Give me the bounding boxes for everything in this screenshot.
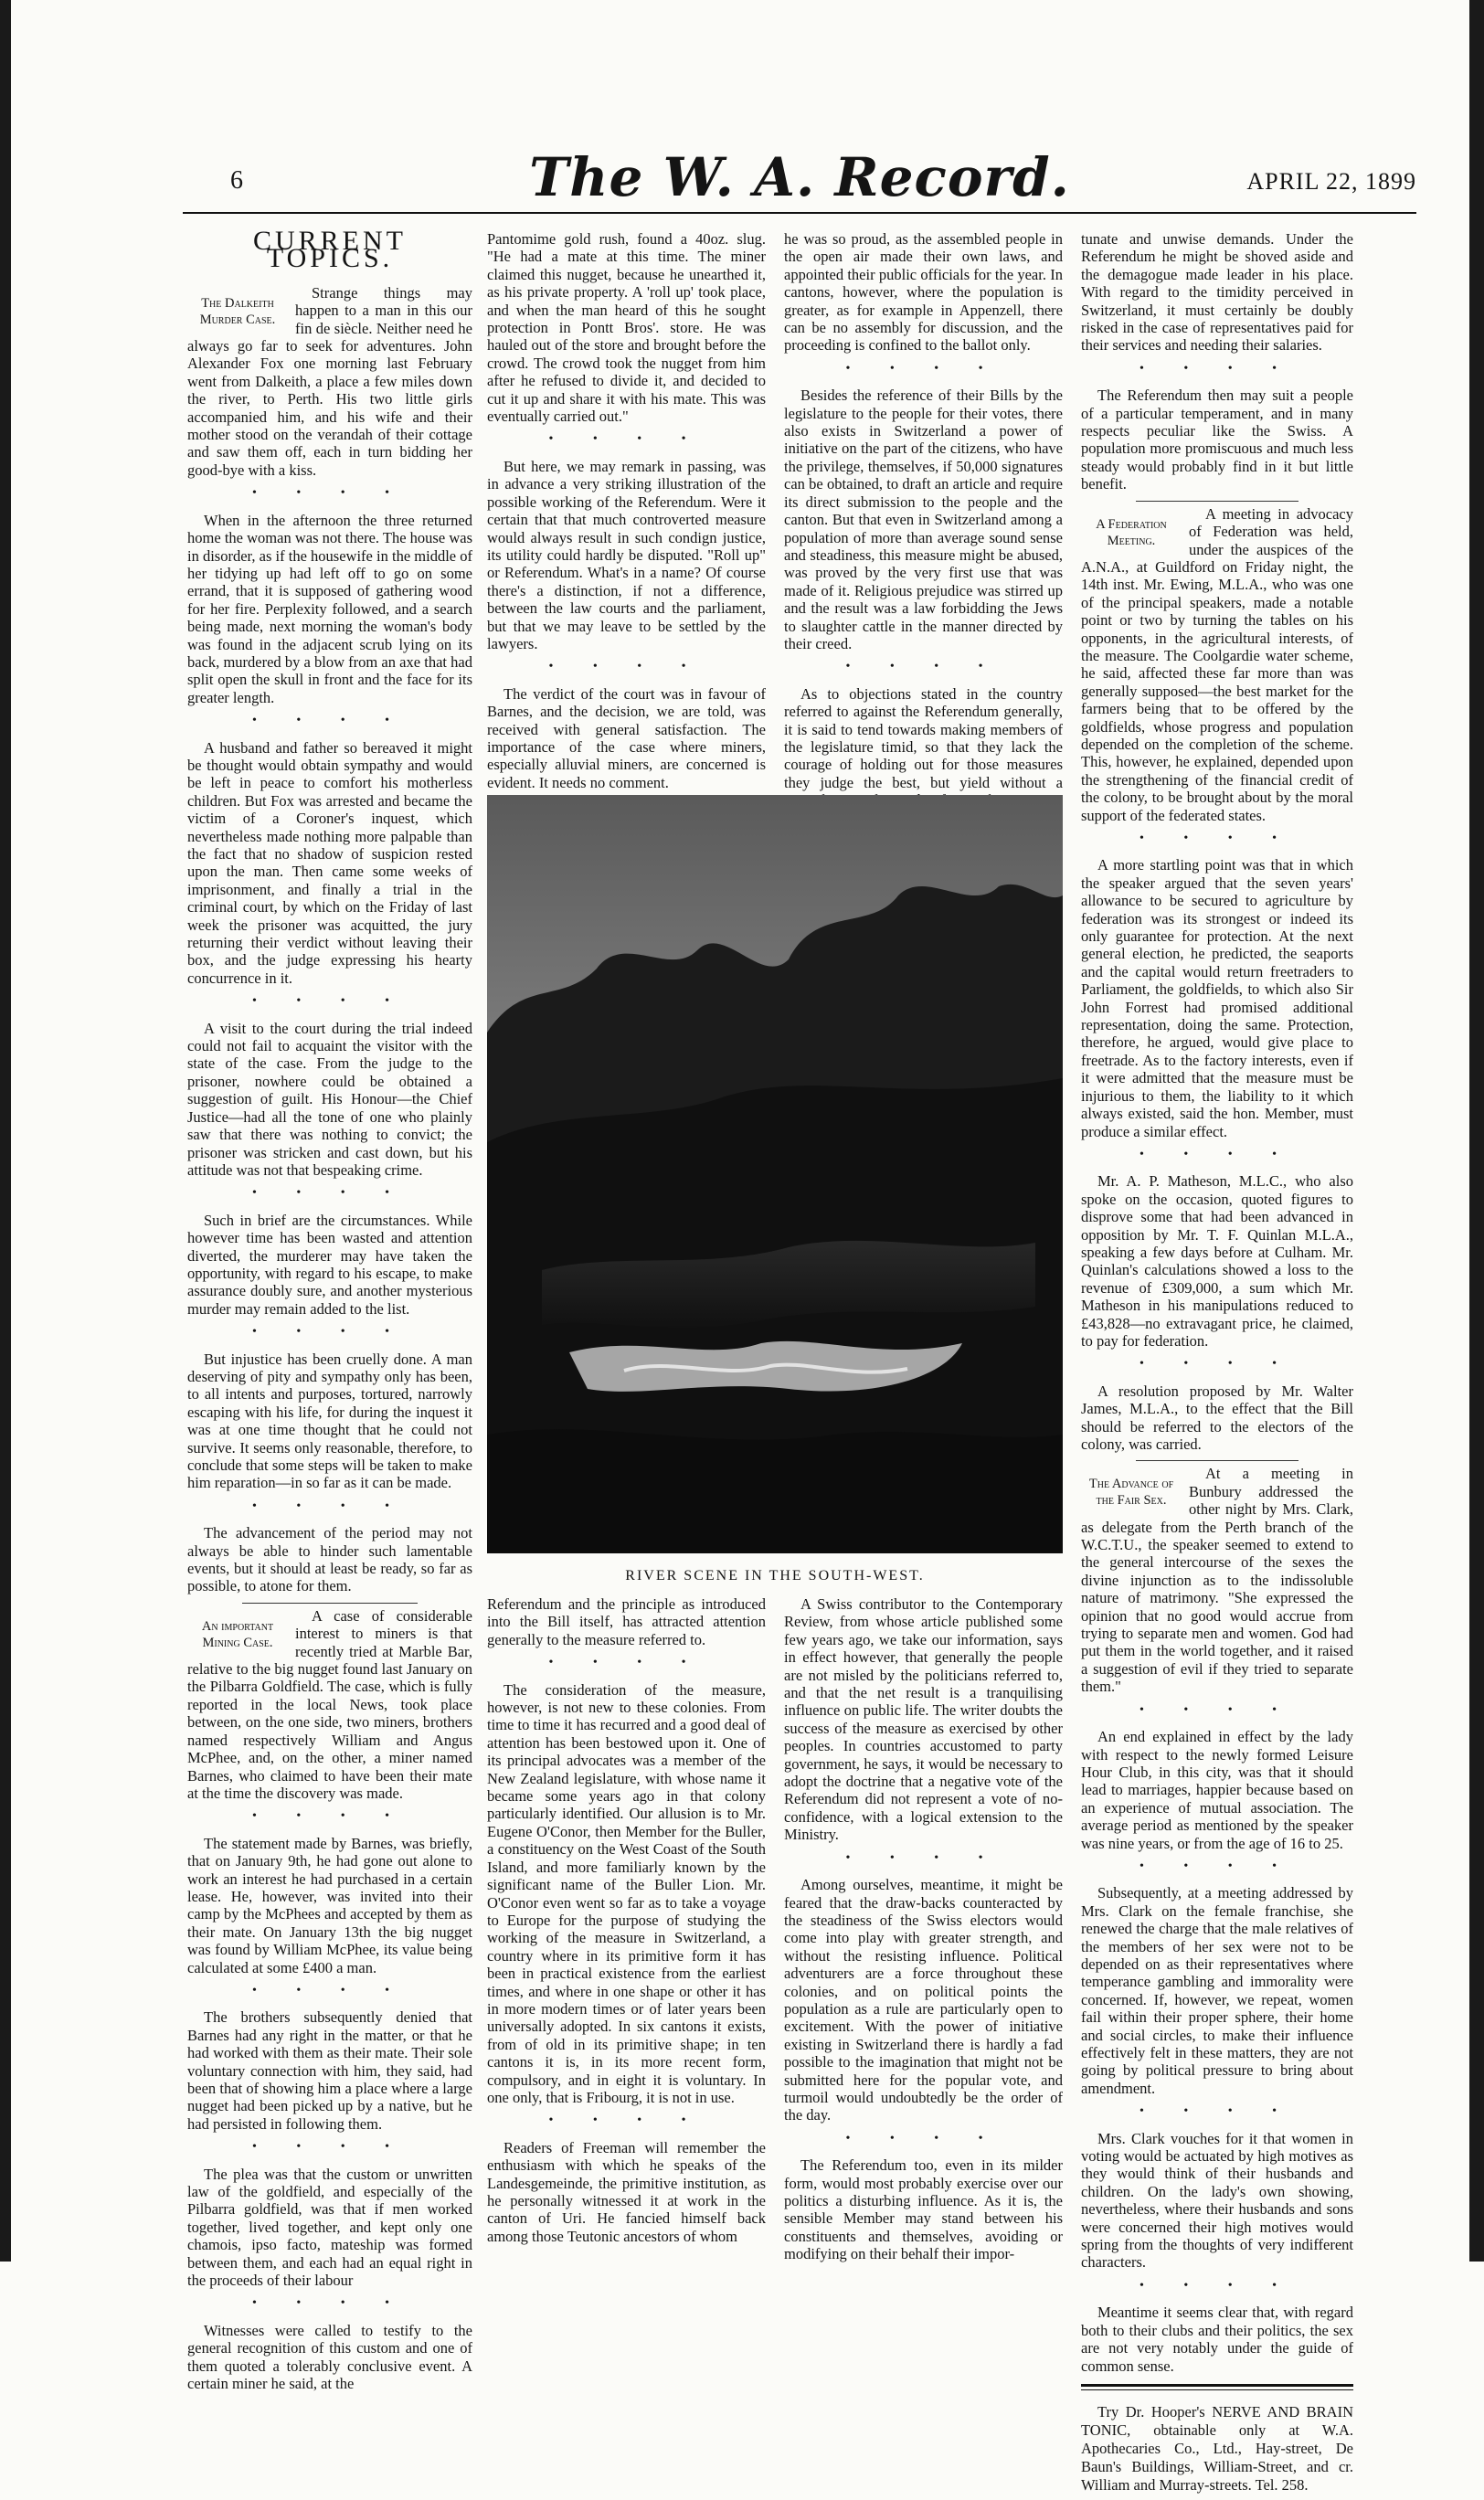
article-paragraph: The statement made by Barnes, was briefly, that on January 9th, he had gone out alone to work an interest he had purchased in a certain lease. He, however, was invited into their camp by the McPhees and accepted by them as their mate. On January 13th the big nugget was found by William McPhee, its value being calculated at some £400 a man. (187, 1834, 472, 1976)
section-divider: • • • • (251, 1983, 408, 1997)
article-paragraph: Such in brief are the circumstances. While however time has been wasted and attention diverted, the murderer may have taken the opportunity, with regard to his escape, to make assurance doubly sure, and another mysterious murder may remain added to the list. (187, 1211, 472, 1318)
page-number: 6 (230, 166, 243, 195)
article-paragraph: Readers of Freeman will remember the enthusiasm with which he speaks of the Landesgemeinde, the primitive institution, as he personally witnessed it at work in the canton of Uri. He fancied himself back among those Teutonic ancestors of whom (487, 2138, 766, 2245)
article-paragraph: A meeting in advocacy of Federation was held, under the auspices of the A.N.A., at Guildford on Friday night, the 14th inst. Mr. Ewing, M.L.A., who was one of the principal speakers, made a notable point or two by turning the tables on his opponents, in the agricultural interests, of the measure. The Coolgardie water scheme, he said, affected these far more than was generally supposed—the best market for the farmers being that to be offered by the goldfields, whose progress and population depended on the completion of the scheme. This, however, he explained, depended upon the strengthening of the financial credit of the colony, to be brought about by the moral support of the federated states. (1081, 504, 1353, 824)
photo-caption: RIVER SCENE IN THE SOUTH-WEST. (625, 1568, 925, 1584)
section-divider: • • • • (1139, 832, 1296, 845)
section-divider: • • • • (251, 1325, 408, 1340)
article-paragraph: An end explained in effect by the lady with respect to the newly formed Leisure Hour Club, in this city, was that it should lead to marriages, happier because based on an experience of mutual association. The average period as mentioned by the speaker was nine years, or from the age of 16 to 25. (1081, 1728, 1353, 1852)
section-divider: • • • • (1139, 1702, 1296, 1717)
section-divider: • • • • (251, 714, 408, 728)
article-paragraph: Mr. A. P. Matheson, M.L.C., who also spoke on the occasion, quoted figures to disprove some that had been advanced in opposition by Mr. T. F. Quinlan M.L.A., speaking a few days before at Culham. Mr. Quinlan's calculations showed a loss to the revenue of £309,000, a sum which Mr. Matheson in his manipulations reduced to £43,828—no extravagant price, he claimed, to pay for federation. (1081, 1172, 1353, 1350)
section-divider: • • • • (548, 1656, 705, 1670)
article-paragraph: A husband and father so bereaved it might be thought would obtain sympathy and would be left in peace to comfort his motherless children. But Fox was arrested and became the victim of a Coroner's inquest, which nevertheless made nothing more palpable than the fact that no shadow of suspicion rested upon the man. Then came some weeks of imprisonment, and finally a trial in the criminal court, by which on the Friday of last week the prisoner was acquitted, the jury returning their verdict without leaving their box, and the judge expressing his hearty concurrence in it. (187, 738, 472, 987)
river-scene-photo (487, 795, 1063, 1553)
article-paragraph: Subsequently, at a meeting addressed by Mrs. Clark on the female franchise, she renewed the charge that the male relatives of the members of her sex were not to be depended on as their representatives where temperance gambling and immorality were concerned. If, however, we repeat, women fail within their proper sphere, their home and social circles, to make their influence effectively felt in these matters, they are not going by political pressure to bring about amendment. (1081, 1884, 1353, 2097)
article-paragraph: The verdict of the court was in favour of Barnes, and the decision, we are told, was received with general satisfaction. The importance of the case where miners, especially alluvial miners, are concerned is evident. It needs no comment. (487, 684, 766, 791)
article-paragraph: A case of considerable interest to miners is that recently tried at Marble Bar, relative to the big nugget found last January on the Pilbarra Goldfield. The case, which is fully reported in the local News, took place between, on the one side, two miners, brothers named respectively William and Angus McPhee, and, on the other, a miner named Barnes, who claimed to have been their mate at the time the discovery was made. (187, 1606, 472, 1802)
section-divider: • • • • (548, 660, 705, 674)
section-divider: • • • • (1139, 2104, 1296, 2119)
section-divider: • • • • (251, 1186, 408, 1201)
advert-rule-thin (1081, 2389, 1353, 2390)
article-paragraph: The consideration of the measure, however, is not new to these colonies. From time to time it has recurred and a good deal of attention has been bestowed upon it. One of its principal advocates was a member of the New Zealand legislature, with whose name it became some years ago in that colony particularly identified. Our allusion is to Mr. Eugene O'Conor, then Member for the Buller, a constituency on the West Coast of the South Island, and more familiarly known by the significant name of the Buller Lion. Mr. O'Conor even went so far as to take a voyage to Europe for the purpose of studying the working of the measure in Switzerland, a country where in its primitive form it has been in practical existence from the earliest times, and where in one shape or other it has in more modern times or of later years been universally adopted. In six cantons it exists, from of old in its primitive shape; in ten cantons it is, in its more recent form, compulsory, and in eight it is voluntary. In one only, that is Fribourg, it is not in use. (487, 1680, 766, 2106)
section-divider: • • • • (845, 361, 1002, 376)
column-2-upper (487, 230, 766, 882)
scan-edge-right (1469, 0, 1484, 2262)
article-paragraph: As to objections stated in the country referred to against the Referendum generally, it is said to tend towards making members of the legislature timid, so that they lack the courage of holding out for those measures they judge the best, but yield without a (784, 684, 1063, 791)
advert-rule (1081, 2384, 1353, 2387)
issue-date: APRIL 22, 1899 (1246, 168, 1416, 195)
article-paragraph: At a meeting in Bunbury addressed the other night by Mrs. Clark, as delegate from the Perth branch of the W.C.T.U., the speaker seemed to extend to the general intercourse of the sexes the divine injunction as to the indissoluble nature of matrimony. "She expressed the opinion that no good would accrue from trying to separate men and women. God had put them in the world together, and it raised a suggestion of evil if they tried to separate them." (1081, 1465, 1353, 1696)
masthead: The W. A. Record. (529, 146, 1070, 208)
article-paragraph: Among ourselves, meantime, it might be feared that the draw-backs counteracted by the steadiness of the Swiss electors would come into play with greater strength, and without the resisting influence. Political adventurers are a force throughout these colonies, and on political points the population as a rule are particularly open to excitement. With the power of initiative existing in Switzerland there is hardly a fad possible to the imagination that might not be submitted here for the popular vote, and turmoil would undoubtedly be the order of the day. (784, 1876, 1063, 2124)
article-paragraph: A more startling point was that in which the speaker argued that the seven years' allowance to be secured to agriculture by federation was its strongest or indeed its only guarantee for protection. At the next general election, he predicted, the seaports and the capital would return freetraders to Parliament, the goldfields, to which also Sir John Forrest had promised additional representation, doing the same. Protection, therefore, he argued, would give place to freetrade. As to the factory interests, even if it were admitted that the measure must be injurious to them, the liability to it which always existed, said the hon. Member, must produce a similar effect. (1081, 856, 1353, 1140)
article-paragraph: When in the afternoon the three returned home the woman was not there. The house was in disorder, as if the housewife in the middle of her tidying up had left off to go on some errand, that it is supposed of gathering wood for her fire. Perplexity followed, and a search being made, next morning the woman's body was found in the adjacent scrub lying on its back, murdered by a blow from an axe that had split open the skull in front and the face for its greater length. (187, 511, 472, 706)
section-divider: • • • • (251, 1809, 408, 1824)
article-paragraph: The Referendum too, even in its milder form, would most probably exercise over our politics a disturbing influence. As it is, the sensible Member may stand between his constituents and themselves, avoiding or modifying on their behalf their impor- (784, 2156, 1063, 2263)
sidenote-federation: A Federation Meeting. (1096, 516, 1167, 548)
section-divider: • • • • (845, 2131, 1002, 2145)
section-divider: • • • • (1139, 1859, 1296, 1873)
article-paragraph: Mrs. Clark vouches for it that women in voting would be actuated by high motives as they would think of their husbands and children. On the lady's own showing, nevertheless, where their husbands and sons were concerned their high motives would spring from the thoughts of very indifferent characters. (1081, 2129, 1353, 2272)
article-paragraph: A visit to the court during the trial indeed could not fail to acquaint the visitor with the state of the case. From the judge to the prisoner, nowhere could be obtained a suggestion of guilt. His Honour—the Chief Justice—had all the tone of one who plainly saw that there was nothing to convict; the prisoner was stricken and cast down, but his attitude was not that bespeaking crime. (187, 1019, 472, 1179)
section-divider: • • • • (1139, 1147, 1296, 1161)
section-divider: • • • • (251, 486, 408, 501)
article-paragraph: tunate and unwise demands. Under the Referendum he might be shoved aside and the demagogue made leader in his place. With regard to the timidity perceived in Switzerland, it must certainly be doubly risked in the case of representatives paid for their services and needing their salaries. (1081, 230, 1353, 355)
section-divider: • • • • (548, 432, 705, 447)
section-title: CURRENT TOPICS. (252, 226, 407, 274)
sidenote-fair-sex: The Advance of the Fair Sex. (1088, 1477, 1174, 1509)
article-paragraph: The Referendum then may suit a people of a particular temperament, and in many respects peculiar like the Swiss. A population more promiscuous and much less steady would probably find in it but little benefit. (1081, 387, 1353, 493)
article-paragraph: Besides the reference of their Bills by the legislature to the people for their votes, there also exists in Switzerland a power of initiative on the part of the citizens, who have the privilege, themselves, if 50,000 signatures can be obtained, to draft an article and require its direct submission to the people and the canton. But that even in Switzerland among a population of more than average sound sense and steadiness, this measure might be abused, was proved by the very first use that was made of it. Religious prejudice was stirred up and the result was a law forbidding the Jews to slaughter cattle in the manner directed by their creed. (784, 387, 1063, 652)
article-paragraph: But here, we may remark in passing, was in advance a very striking illustration of the possible working of the Referendum. Were it certain that that much controverted measure would always result in such condign justice, its utility could hardly be disputed. "Roll up" or Referendum. What's in a name? Of course there's a distinction, if not a difference, between the law courts and the parliament, but that we may leave to be settled by the lawyers. (487, 457, 766, 652)
section-divider: • • • • (1139, 1357, 1296, 1372)
header-rule (183, 212, 1416, 214)
page-header (183, 146, 1416, 210)
column-3-upper (784, 230, 1063, 885)
article-paragraph: The plea was that the custom or unwritten law of the goldfield, and especially of the Pilbarra goldfield, was that if men worked together, lived together, and kept only one chamois, ipso facto, mateship was formed between them, and each had an equal right in the proceeds of their labour (187, 2165, 472, 2290)
article-paragraph: Witnesses were called to testify to the general recognition of this custom and one of them quoted a tolerably conclusive event. A certain miner he said, at the (187, 2321, 472, 2393)
sidenote-dalkeith: The Dalkeith Murder Case. (199, 295, 276, 327)
column-2-lower (487, 1595, 766, 2251)
article-rule (1136, 501, 1298, 502)
sidenote-mining: An important Mining Case. (201, 1618, 274, 1650)
section-divider: • • • • (251, 1499, 408, 1513)
article-paragraph: But injustice has been cruelly done. A man deserving of pity and sympathy only has been, to all intents and purposes, tortured, narrowly escaping with his life, for during the inquest it was at one time thought that he could not survive. It seems only reasonable, therefore, to conclude that some steps will be taken to make him reparation—in so far as it can be made. (187, 1350, 472, 1492)
section-divider: • • • • (251, 2140, 408, 2155)
section-divider: • • • • (548, 2113, 705, 2128)
article-paragraph: Pantomime gold rush, found a 40oz. slug. "He had a mate at this time. The miner claimed this nugget, because he unearthed it, as his private property. A 'roll up' took place, and when the man heard of this he sought protection in Pontt Bros'. store. He was hauled out of the store and brought before the crowd. The crowd took the nugget from him after he refused to divide it, and decided to cut it up and share it with his mate. This was eventually carried out." (487, 230, 766, 426)
article-paragraph: Meantime it seems clear that, with regard both to their clubs and their politics, the sex are not very notably under the guide of common sense. (1081, 2304, 1353, 2375)
section-divider: • • • • (251, 994, 408, 1009)
column-1 (187, 226, 472, 2399)
article-paragraph: he was so proud, as the assembled people in the open air made their own laws, and appointed their public officials for the year. In cantons, however, where the population is greater, as for example in Appenzell, there can be no assembly for discussion, and the proceeding is confined to the ballot only. (784, 230, 1063, 355)
article-paragraph: Referendum and the principle as introduced into the Bill itself, has attracted attention generally to the measure referred to. (487, 1595, 766, 1648)
advertisement: Try Dr. Hooper's NERVE AND BRAIN TONIC, obtainable only at W.A. Apothecaries Co., Ltd., Hay-street, De Baun's Buildings, William-Street, and cr. William and Murray-streets. Tel. 258. (1081, 2402, 1353, 2494)
article-rule (1136, 1460, 1298, 1461)
article-paragraph: A resolution proposed by Mr. Walter James, M.L.A., to the effect that the Bill should be referred to the electors of the colony, was carried. (1081, 1382, 1353, 1453)
article-paragraph: The advancement of the period may not always be able to hinder such lamentable events, but it should at least be ready, so far as possible, to atone for them. (187, 1524, 472, 1595)
photo-illustration (487, 795, 1063, 1553)
section-divider: • • • • (1139, 361, 1296, 376)
scan-edge-left (0, 0, 11, 2262)
section-divider: • • • • (845, 1850, 1002, 1865)
section-divider: • • • • (845, 660, 1002, 674)
article-rule (242, 1603, 418, 1604)
article-paragraph: Strange things may happen to a man in this our fin de siècle. Neither need he always go far to seek for adventures. John Alexander Fox one morning last February went from Dalkeith, a place a few miles down the river, to Perth. His two little girls accompanied him, and his wife and their mother stood on the verandah of their cottage and saw them off, each in turn bidding her good-bye with a kiss. (187, 283, 472, 479)
section-divider: • • • • (1139, 2278, 1296, 2293)
article-paragraph: The brothers subsequently denied that Barnes had any right in the matter, or that he had worked with them as their mate. Their sole voluntary connection with him, they said, had been that of showing him a place where a large nugget had been picked up by a native, but he had persisted in following them. (187, 2008, 472, 2133)
article-paragraph: A Swiss contributor to the Contemporary Review, from whose article published some few years ago, we take our information, says in effect however, that generally the people are not misled by the politicians referred to, and that the net result is a tranquilising influence on public life. The writer doubts the success of the measure as exercised by other peoples. In countries accustomed to party government, he says, it would be necessary to adopt the doctrine that a negative vote of the Referendum did not represent a vote of no-confidence, with a logical extension to the Ministry. (784, 1595, 1063, 1844)
column-3-lower (784, 1595, 1063, 2269)
section-divider: • • • • (251, 2296, 408, 2311)
column-4 (1081, 230, 1353, 2500)
